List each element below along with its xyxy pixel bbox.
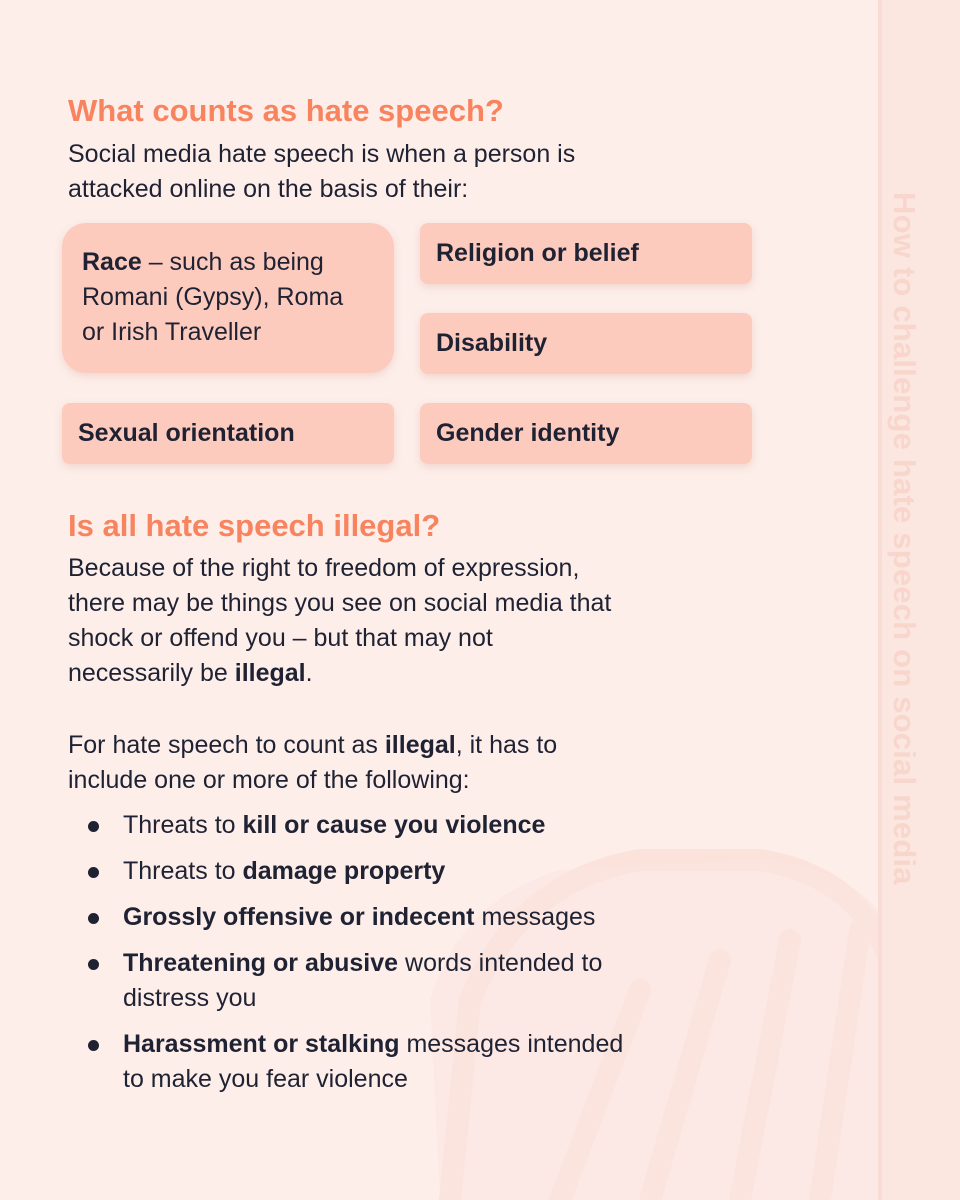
- bullet-post: messages intended: [399, 1030, 624, 1058]
- bullet-post: words intended to: [398, 949, 603, 977]
- bullet-dot-icon: [88, 1040, 99, 1051]
- list-item: [68, 900, 768, 935]
- p2-line1-post: , it has to: [455, 731, 558, 759]
- bullet-dot-icon: [88, 959, 99, 970]
- bullet-bold: Harassment or stalking: [123, 1030, 400, 1058]
- bullet-bold: Grossly offensive or indecent: [123, 903, 475, 931]
- intro-line1: Social media hate speech is when a person is: [68, 140, 576, 168]
- category-race-desc: – such as being: [141, 248, 324, 276]
- category-race-label: Race: [82, 248, 142, 276]
- bullet-post: messages: [474, 903, 596, 931]
- category-sexual-orientation: [62, 403, 394, 464]
- category-gender-identity-label: Gender identity: [436, 419, 620, 447]
- section1-intro: [68, 137, 828, 207]
- p2-line1-pre: For hate speech to count as: [68, 731, 385, 759]
- p2-illegal-bold: illegal: [384, 731, 456, 759]
- category-gender-identity: [420, 403, 752, 464]
- section2-heading: Is all hate speech illegal?: [68, 508, 441, 543]
- category-race: [62, 223, 394, 373]
- bullet-bold: Threatening or abusive: [123, 949, 399, 977]
- illegal-criteria-list: [68, 808, 768, 1108]
- p1-line1: Because of the right to freedom of expression,: [68, 554, 580, 582]
- list-item: [68, 946, 768, 1016]
- section2-paragraph1: [68, 551, 828, 691]
- bullet-bold: damage property: [242, 857, 446, 885]
- bullet-bold: kill or cause you violence: [242, 811, 546, 839]
- list-item: [68, 854, 768, 889]
- p1-line2: there may be things you see on social media that: [68, 589, 612, 617]
- bullet-dot-icon: [88, 913, 99, 924]
- list-item: [68, 808, 768, 843]
- p1-line4-pre: necessarily be: [68, 659, 235, 687]
- category-sexual-orientation-label: Sexual orientation: [78, 419, 295, 447]
- bullet-dot-icon: [88, 867, 99, 878]
- bullet-pre: Threats to: [123, 857, 243, 885]
- section2-paragraph2: [68, 728, 828, 798]
- category-race-text: [82, 245, 343, 350]
- bullet-line2: to make you fear violence: [123, 1065, 408, 1093]
- intro-line2: attacked online on the basis of their:: [68, 175, 469, 203]
- category-religion: [420, 223, 752, 284]
- category-race-line3: or Irish Traveller: [82, 318, 262, 346]
- p1-line4-post: .: [305, 659, 313, 687]
- p2-line2: include one or more of the following:: [68, 766, 470, 794]
- bullet-line2: distress you: [123, 984, 257, 1012]
- section1-heading: What counts as hate speech?: [68, 93, 504, 128]
- category-race-line2: Romani (Gypsy), Roma: [82, 283, 344, 311]
- category-disability: [420, 313, 752, 374]
- category-religion-label: Religion or belief: [436, 239, 639, 267]
- list-item: [68, 1027, 768, 1097]
- p1-line3: shock or offend you – but that may not: [68, 624, 493, 652]
- category-disability-label: Disability: [436, 329, 548, 357]
- side-title: How to challenge hate speech on social media: [887, 192, 922, 885]
- bullet-pre: Threats to: [123, 811, 243, 839]
- p1-illegal-bold: illegal: [234, 659, 306, 687]
- bullet-dot-icon: [88, 821, 99, 832]
